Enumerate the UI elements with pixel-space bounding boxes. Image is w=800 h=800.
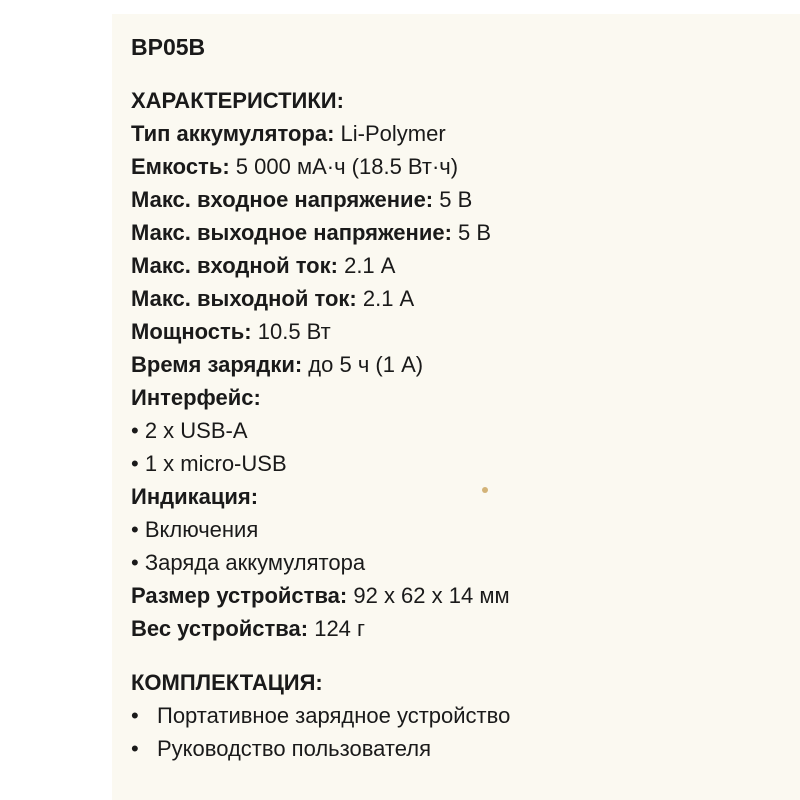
bullet-glyph: • — [131, 703, 139, 728]
spec-label: Время зарядки: — [131, 352, 303, 377]
package-heading: КОМПЛЕКТАЦИЯ: — [131, 670, 323, 695]
spec-label: Емкость: — [131, 154, 230, 179]
interface-heading: Интерфейс: — [131, 385, 261, 410]
package-item — [131, 703, 510, 729]
spec-max-output-voltage — [131, 220, 491, 246]
spec-battery-type — [131, 121, 446, 147]
spec-label: Макс. выходное напряжение: — [131, 220, 452, 245]
spec-device-size — [131, 583, 510, 609]
spec-value: 5 000 мА·ч (18.5 Вт·ч) — [229, 154, 459, 179]
spec-max-input-current — [131, 253, 395, 279]
spec-value: 2.1 А — [356, 286, 415, 311]
spec-label: Размер устройства: — [131, 583, 348, 608]
indication-heading: Индикация: — [131, 484, 259, 509]
indication-item: • Заряда аккумулятора — [131, 550, 366, 575]
spec-label: Вес устройства: — [131, 616, 309, 641]
spec-label: Макс. выходной ток: — [131, 286, 357, 311]
package-item-text: Руководство пользователя — [157, 736, 431, 761]
spec-value: 10.5 Вт — [251, 319, 331, 344]
spec-capacity — [131, 154, 458, 180]
spec-charge-time — [131, 352, 423, 378]
spec-value: до 5 ч (1 А) — [302, 352, 424, 377]
spec-label: Макс. входной ток: — [131, 253, 338, 278]
spec-device-weight — [131, 616, 365, 642]
indication-item: • Включения — [131, 517, 259, 542]
spec-max-input-voltage — [131, 187, 472, 213]
spec-value: 2.1 А — [337, 253, 396, 278]
model-title: BP05B — [131, 34, 206, 60]
spec-max-output-current — [131, 286, 414, 312]
spec-value: 5 В — [433, 187, 473, 212]
spec-label: Тип аккумулятора: — [131, 121, 335, 146]
spec-power — [131, 319, 331, 345]
interface-item: • 1 x micro-USB — [131, 451, 287, 476]
spec-value: 92 х 62 х 14 мм — [347, 583, 510, 608]
spec-label: Макс. входное напряжение: — [131, 187, 434, 212]
spec-value: Li-Polymer — [334, 121, 446, 146]
package-item-text: Портативное зарядное устройство — [157, 703, 511, 728]
spec-label: Мощность: — [131, 319, 252, 344]
spec-value: 5 В — [451, 220, 492, 245]
characteristics-heading: ХАРАКТЕРИСТИКИ: — [131, 88, 344, 113]
paper-speck — [482, 487, 488, 493]
interface-item: • 2 х USB-A — [131, 418, 248, 443]
package-item — [131, 736, 431, 762]
bullet-glyph: • — [131, 736, 139, 761]
spec-value: 124 г — [308, 616, 366, 641]
